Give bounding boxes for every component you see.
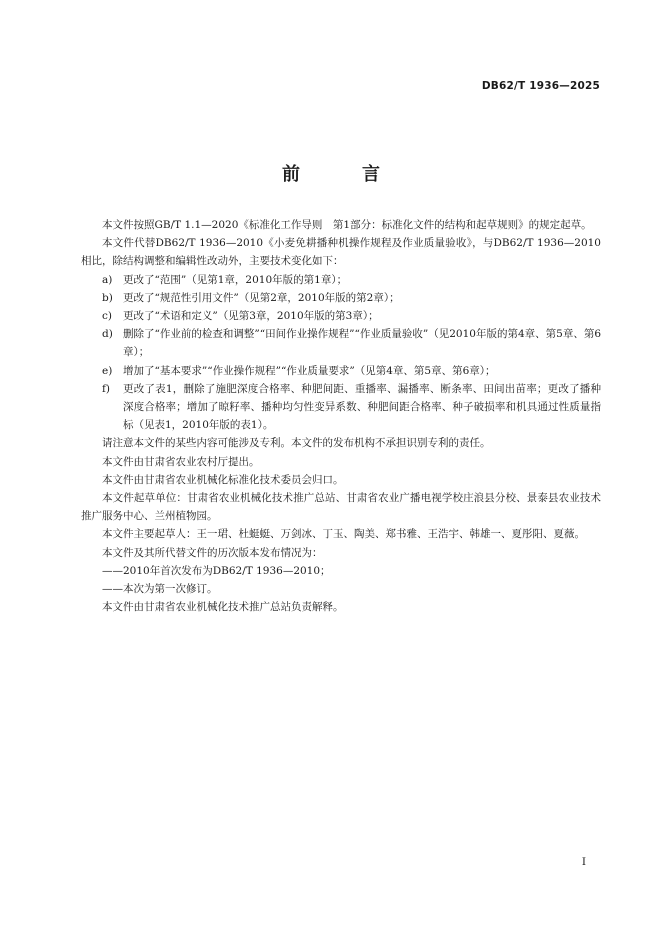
document-code: DB62/T 1936—2025 xyxy=(481,80,600,92)
change-item-label: e) xyxy=(102,364,113,377)
change-item-text: 更改了表1，删除了施肥深度合格率、种肥间距、重播率、漏播率、断条率、田间出苗率；更改了播种深度合格率；增加了晾籽率、播种均匀性变异系数、种肥间距合格率、种子破损率和机具通过性质量指标（见表1，2010年版的表1）。 xyxy=(123,382,601,432)
change-item-label: b) xyxy=(102,291,113,304)
page-number: I xyxy=(581,856,586,868)
change-item-label: a) xyxy=(102,273,113,286)
foreword-body xyxy=(81,216,601,616)
change-item-text: 更改了“规范性引用文件”（见第2章，2010年版的第2章）； xyxy=(123,291,400,304)
drafters: 本文件主要起草人：王一珺、杜蜓蜓、万剑冰、丁玉、陶美、郑书雅、王浩宇、韩雄一、夏彤阳、夏薇。 xyxy=(102,528,585,541)
history-intro: 本文件及其所代替文件的历次版本发布情况为： xyxy=(102,546,323,559)
change-item-d xyxy=(81,325,601,361)
manager-statement: 本文件由甘肃省农业机械化标准化技术委员会归口。 xyxy=(102,473,344,486)
history-entry: ——本次为第一次修订。 xyxy=(102,583,218,596)
change-item-b xyxy=(81,289,601,307)
change-item-e xyxy=(81,362,601,380)
change-item-text: 增加了“基本要求”“作业操作规程”“作业质量要求”（见第4章、第5章、第6章）； xyxy=(123,364,496,377)
patent-note: 请注意本文件的某些内容可能涉及专利。本文件的发布机构不承担识别专利的责任。 xyxy=(102,437,491,450)
change-item-label: f) xyxy=(102,382,110,395)
change-item-text: 更改了“术语和定义”（见第3章，2010年版的第3章）； xyxy=(123,310,379,323)
interpretation-statement: 本文件由甘肃省农业机械化技术推广总站负责解释。 xyxy=(102,601,344,614)
change-item-f xyxy=(81,380,601,435)
page-title: 前 言 xyxy=(282,164,402,185)
change-item-text: 删除了“作业前的检查和调整”“田间作业操作规程”“作业质量验收”（见2010年版的第4章、第5章、第6章）； xyxy=(123,328,601,359)
change-item-label: d) xyxy=(102,328,113,341)
change-item-a xyxy=(81,271,601,289)
change-item-c xyxy=(81,307,601,325)
proposer-statement: 本文件由甘肃省农业农村厅提出。 xyxy=(102,455,260,468)
change-item-text: 更改了“范围”（见第1章，2010年版的第1章）； xyxy=(123,273,348,286)
change-item-label: c) xyxy=(102,310,112,323)
drafting-units: 本文件起草单位：甘肃省农业机械化技术推广总站、甘肃省农业广播电视学校庄浪县分校、景泰县农业技术推广服务中心、兰州植物园。 xyxy=(81,492,601,523)
history-entry: ——2010年首次发布为DB62/T 1936—2010； xyxy=(102,564,331,577)
replacement-paragraph: 本文件代替DB62/T 1936—2010《小麦免耕播种机操作规程及作业质量验收》，与DB62/T 1936—2010相比，除结构调整和编辑性改动外，主要技术变化如下： xyxy=(81,237,601,268)
drafting-basis-paragraph: 本文件按照GB/T 1.1—2020《标准化工作导则 第1部分：标准化文件的结构和起草规则》的规定起草。 xyxy=(102,219,592,231)
